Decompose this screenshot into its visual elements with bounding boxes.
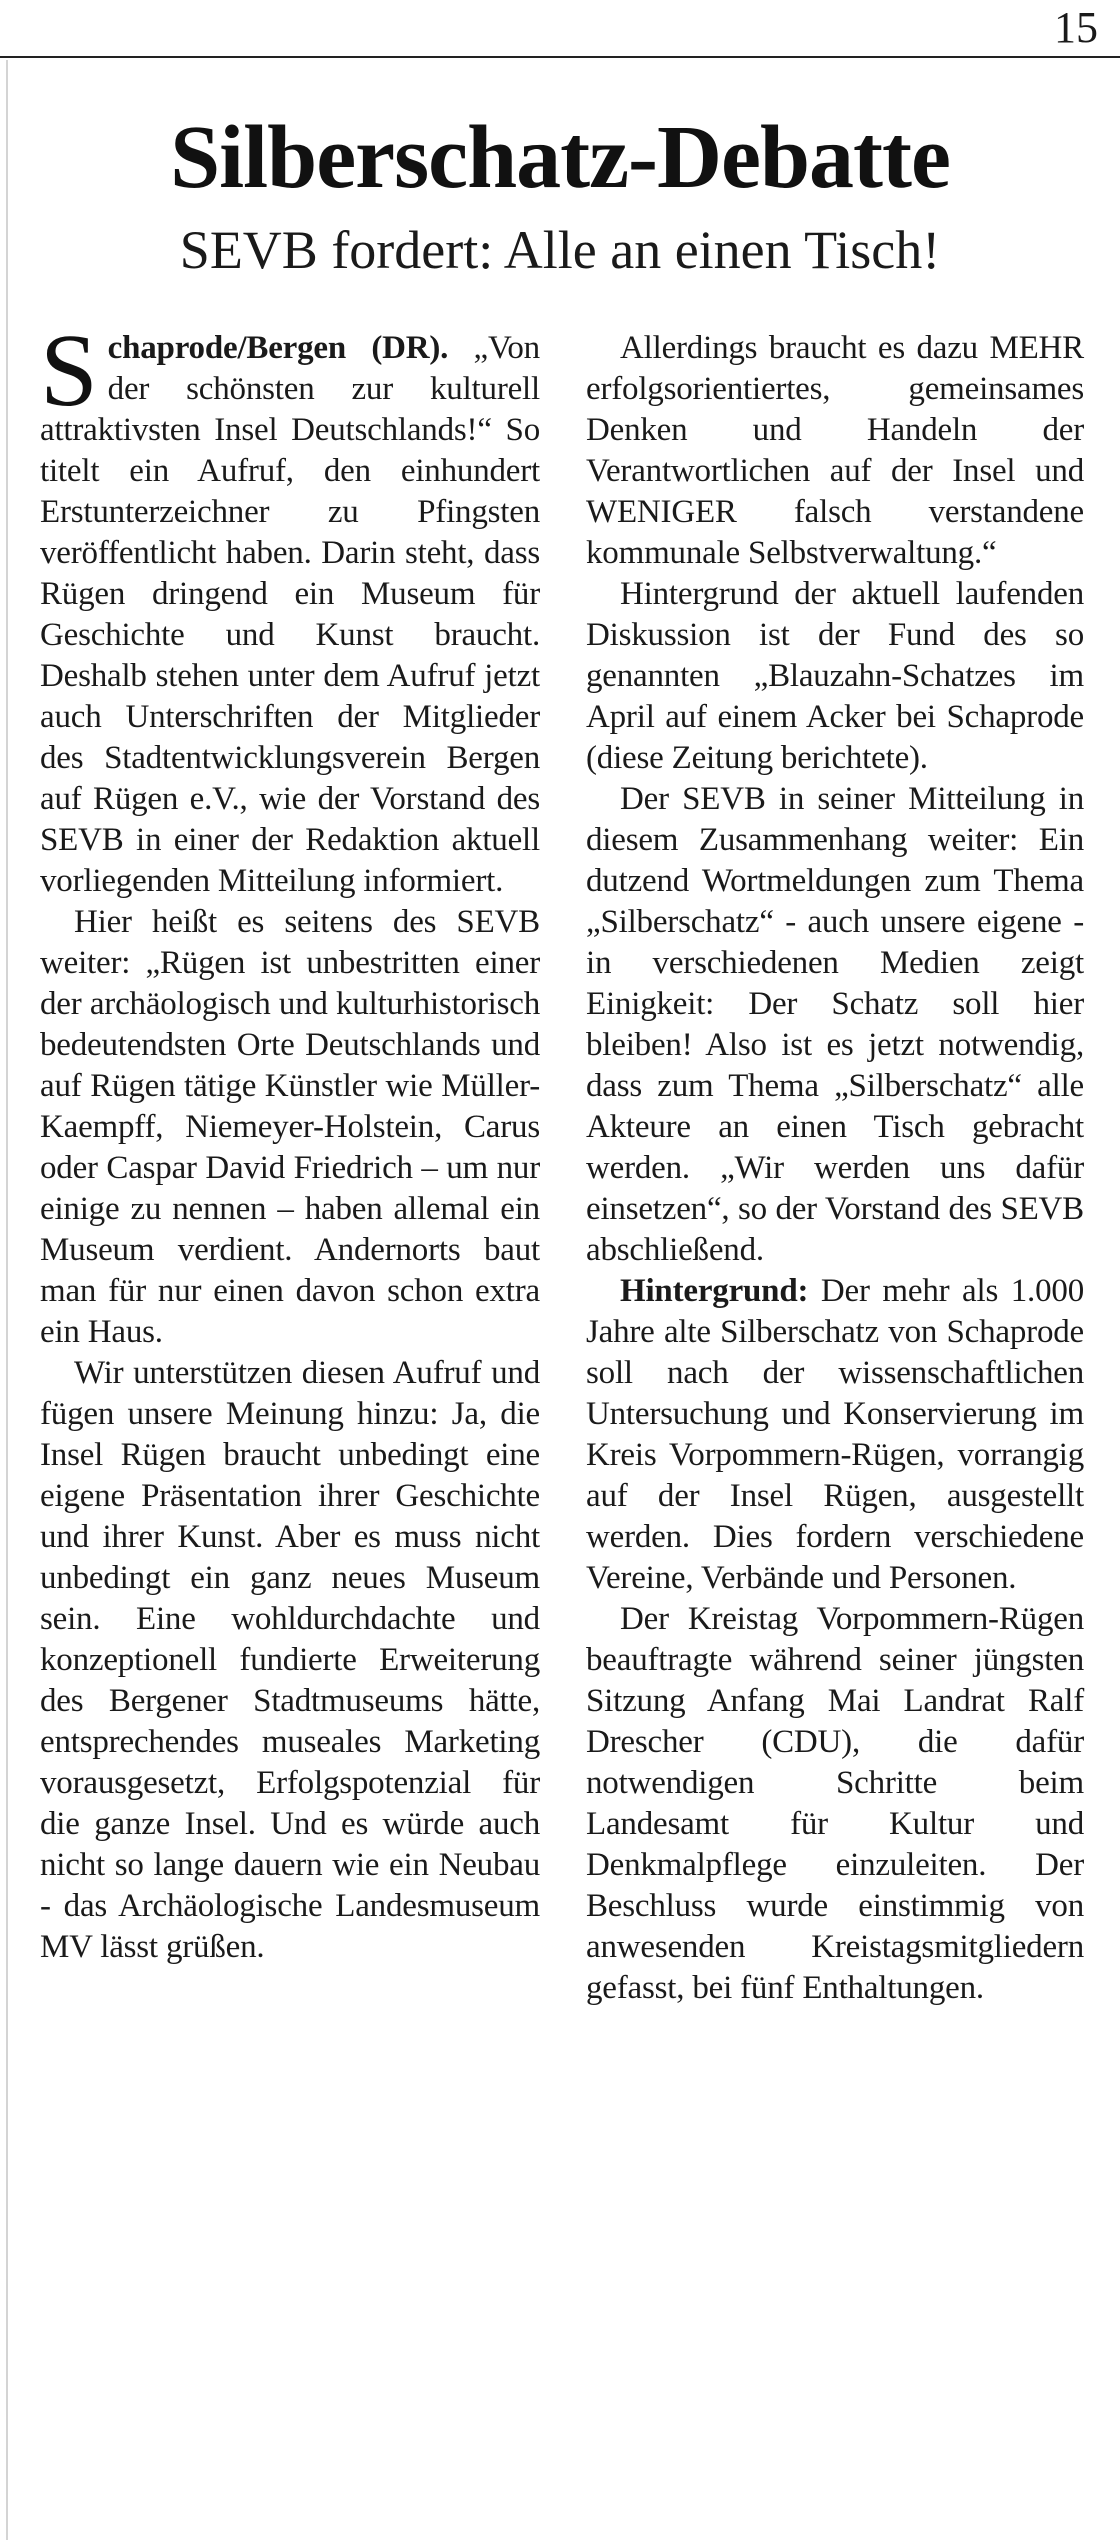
background-label: Hintergrund: — [620, 1273, 809, 1309]
article-paragraph-3: Wir unterstützen diesen Aufruf und fügen unsere Meinung hinzu: Ja, die Insel Rügen braucht unbedingt eine eigene Präsentation ihrer Geschichte und ihrer Kunst. Aber es muss nicht unbedingt ein ganz neues Museum sein. Eine wohldurchdachte und konzeptionell fundierte Erweiterung des Bergener Stadtmuseums hätte, entsprechendes museales Marketing vorausgesetzt, Erfolgspotenzial für die ganze Insel. Und es würde auch nicht so lange dauern wie ein Neubau - das Archäologische Landesmuseum MV lässt grüßen. — [40, 1355, 540, 1965]
dateline: chaprode/Bergen (DR). — [107, 330, 449, 366]
article-paragraph-2: Hier heißt es seitens des SEVB weiter: „Rügen ist unbestritten einer der archäologisch und kulturhistorisch bedeutendsten Orte Deutschlands und auf Rügen tätige Künstler wie Müller-Kaempff, Niemeyer-Holstein, Carus oder Caspar David Friedrich – um nur einige zu nennen – haben allemal ein Museum verdient. Andernorts baut man für nur einen davon schon extra ein Haus. — [40, 904, 540, 1350]
paragraph-7-text: Der mehr als 1.000 Jahre alte Silberschatz von Schaprode soll nach der wissenschaftlichen Untersuchung und Konservierung im Kreis Vorpommern-Rügen, vorrangig auf der Insel Rügen, ausgestellt werden. Dies fordern verschiedene Vereine, Verbände und Personen. — [586, 1273, 1084, 1596]
article-paragraph-8: Der Kreistag Vorpommern-Rügen beauftragte während seiner jüngsten Sitzung Anfang Mai Landrat Ralf Drescher (CDU), die dafür notwendigen Schritte beim Landesamt für Kultur und Denkmalpflege einzuleiten. Der Beschluss wurde einstimmig von anwesenden Kreistagsmitgliedern gefasst, bei fünf Enthaltungen. — [586, 1601, 1084, 2006]
paragraph-1-text: „Von der schönsten zur kulturell attraktivsten Insel Deutschlands!“ So titelt ein Aufruf, den einhundert Erstunterzeichner zu Pfingsten veröffentlicht haben. Darin steht, dass Rügen dringend ein Museum für Geschichte und Kunst braucht. Deshalb stehen unter dem Aufruf jetzt auch Unterschriften der Mitglieder des Stadtentwicklungsverein Bergen auf Rügen e.V., wie der Vorstand des SEVB in einer der Redaktion aktuell vorliegenden Mitteilung informiert. — [40, 330, 540, 899]
article-column-right — [586, 328, 1084, 2009]
page-number: 15 — [1054, 3, 1098, 52]
page-edge-line — [6, 60, 8, 2540]
article-paragraph-1 — [40, 313, 540, 902]
headline: Silberschatz-Debatte — [170, 108, 950, 207]
subheadline: SEVB fordert: Alle an einen Tisch! — [179, 220, 941, 280]
article-column-left — [40, 313, 540, 1968]
drop-cap: S — [40, 313, 98, 428]
article-paragraph-7 — [586, 1271, 1084, 1599]
header-rule — [0, 56, 1120, 58]
article-paragraph-4: Allerdings braucht es dazu MEHR erfolgsorientiertes, gemeinsames Denken und Handeln der Verantwortlichen auf der Insel und WENIGER falsch verstandene kommunale Selbstverwaltung.“ — [586, 330, 1084, 571]
article-paragraph-5: Hintergrund der aktuell laufenden Diskussion ist der Fund des so genannten „Blauzahn-Schatzes im April auf einem Acker bei Schaprode (diese Zeitung berichtete). — [586, 576, 1084, 776]
article-paragraph-6: Der SEVB in seiner Mitteilung in diesem Zusammenhang weiter: Ein dutzend Wortmeldungen zum Thema „Silberschatz“ - auch unsere eigene - in verschiedenen Medien zeigt Einigkeit: Der Schatz soll hier bleiben! Also ist es jetzt notwendig, dass zum Thema „Silberschatz“ alle Akteure an einen Tisch gebracht werden. „Wir werden uns dafür einsetzen“, so der Vorstand des SEVB abschließend. — [586, 781, 1084, 1268]
